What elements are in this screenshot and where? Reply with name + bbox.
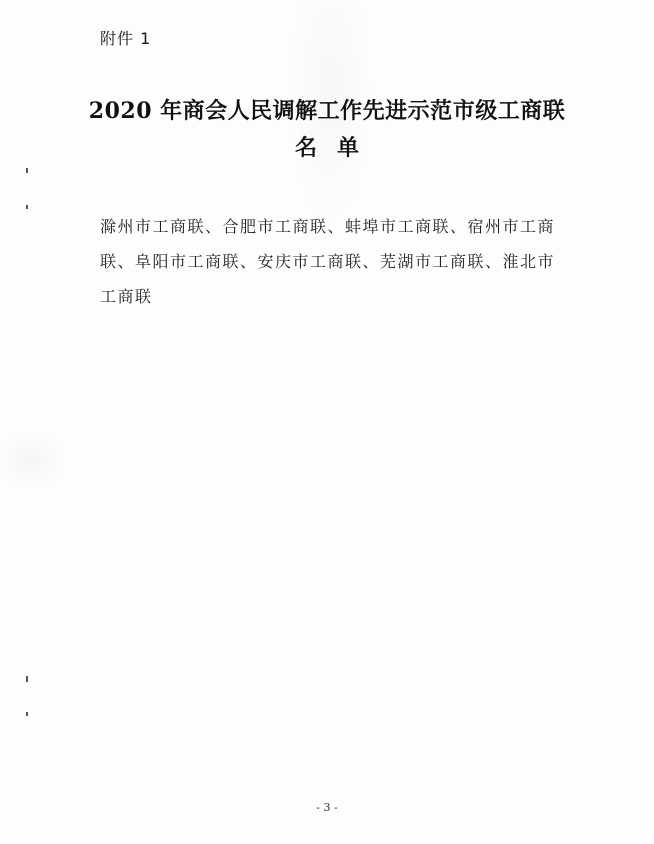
binding-mark xyxy=(26,168,28,173)
binding-mark xyxy=(26,712,28,716)
document-subtitle: 名单 xyxy=(294,135,379,161)
binding-mark xyxy=(26,676,28,682)
body-line: 滁州市工商联、合肥市工商联、蚌埠市工商联、宿州市工商 xyxy=(100,217,556,236)
body-line: 联、阜阳市工商联、安庆市工商联、芜湖市工商联、淮北市 xyxy=(100,252,556,271)
body-line: 工商联 xyxy=(100,287,153,306)
binding-mark xyxy=(26,205,28,209)
body-paragraph xyxy=(100,209,570,314)
page-number: - 3 - xyxy=(316,801,338,814)
attachment-label: 附件 1 xyxy=(100,29,152,48)
document-title: 2020 年商会人民调解工作先进示范市级工商联 xyxy=(88,98,566,124)
